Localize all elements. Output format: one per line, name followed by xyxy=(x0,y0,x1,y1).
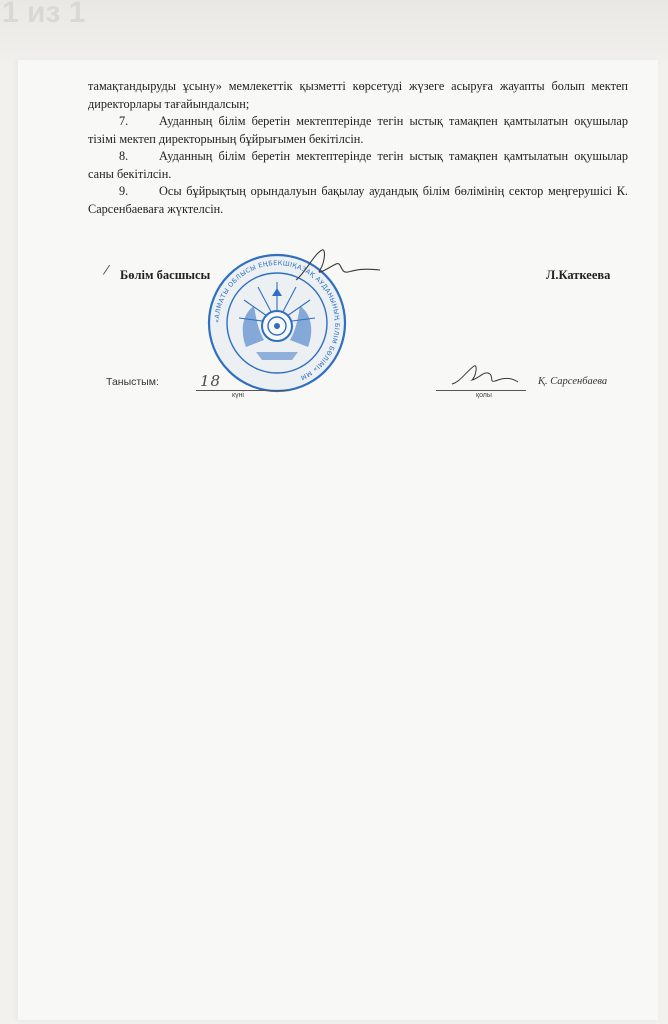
acknowledged-label: Таныстым: xyxy=(106,376,159,388)
acknowledgement-signature xyxy=(450,360,520,392)
list-item-8 xyxy=(88,148,628,183)
list-item-text: Ауданның білім беретін мектептерінде тегін ыстық тамақпен қамтылатын оқушылар тізімі мектеп директорының бұйрығымен бекітілсін. xyxy=(88,114,628,146)
list-item-text: Осы бұйрықтың орындалуын бақылау аудандық білім бөлімінің сектор меңгерушісі К. Сарсенбаеваға жүктелсін. xyxy=(88,184,628,216)
signature-line xyxy=(436,390,526,391)
date-caption: күні xyxy=(232,392,244,399)
signatory-title: Бөлім басшысы xyxy=(120,268,211,282)
document-body xyxy=(88,78,628,218)
pen-tick-mark: / xyxy=(102,261,111,280)
viewer-top-bar xyxy=(0,0,668,64)
signature-caption: қолы xyxy=(476,392,492,399)
handwritten-date: 18 xyxy=(200,372,222,390)
date-line xyxy=(196,390,288,391)
list-item-9 xyxy=(88,183,628,218)
list-item-text: Ауданның білім беретін мектептерінде тегін ыстық тамақпен қамтылатын оқушылар саны бекітілсін. xyxy=(88,149,628,181)
signatory-name: Л.Каткеева xyxy=(546,268,611,282)
list-item-number: 8. xyxy=(119,149,129,163)
acknowledged-name: Қ. Сарсенбаева xyxy=(538,376,608,387)
paragraph-continued: тамақтандыруды ұсыну» мемлекеттік қызметті көрсетуді жүзеге асыруға жауапты болып мектеп директорлары тағайындалсын; xyxy=(88,79,628,111)
seal-ring-text: «АЛМАТЫ ОБЛЫСЫ ЕҢБЕКШІҚАЗАҚ АУДАНЫНЫҢ БІЛІМ БӨЛІМІ» ММ xyxy=(212,258,342,382)
list-item-number: 7. xyxy=(119,114,129,128)
page-counter: 1 из 1 xyxy=(2,0,86,29)
head-signature xyxy=(292,244,382,288)
list-item-7 xyxy=(88,113,628,148)
list-item-number: 9. xyxy=(119,184,129,198)
